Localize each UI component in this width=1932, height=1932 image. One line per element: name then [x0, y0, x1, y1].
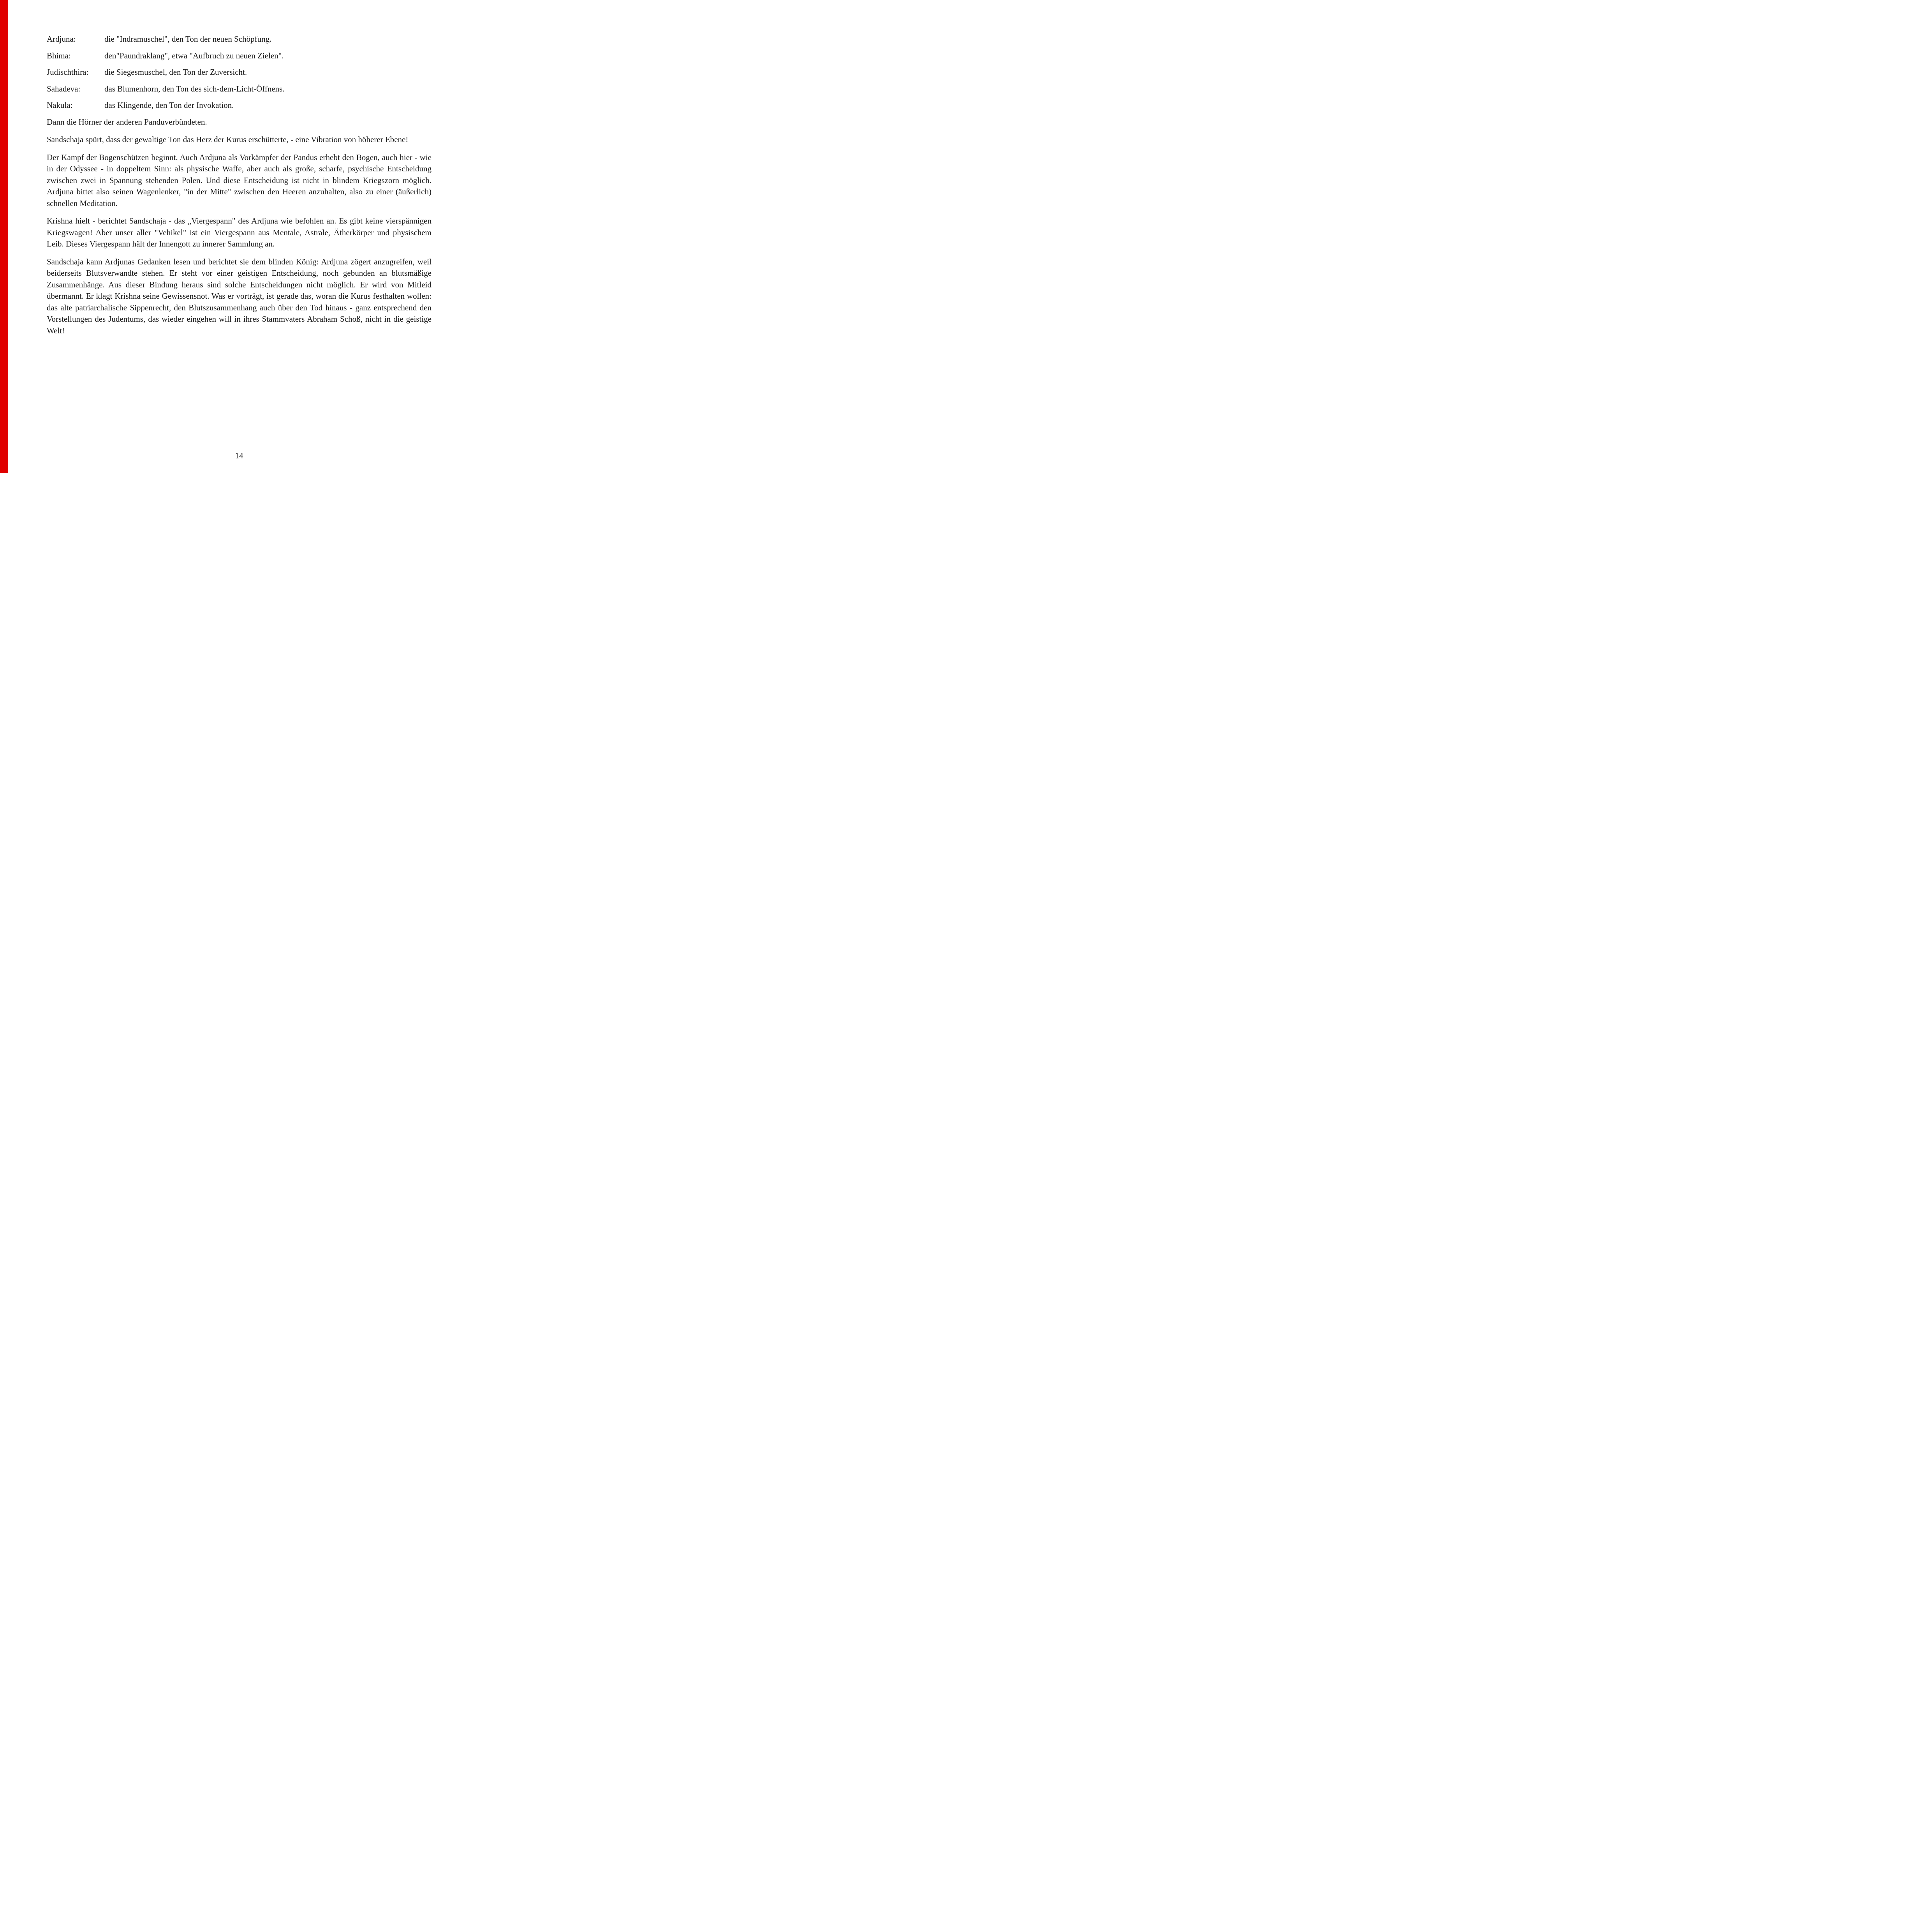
- entry-label: Judischthira:: [47, 67, 89, 77]
- entry-label: Nakula:: [47, 100, 73, 110]
- page-number: 14: [235, 451, 243, 460]
- entry-text: den"Paundraklang", etwa "Aufbruch zu neuen Zielen".: [104, 51, 284, 60]
- list-item: [47, 50, 431, 62]
- left-margin-accent-bar: [0, 0, 8, 473]
- page-content: [47, 33, 431, 343]
- entry-text: die Siegesmuschel, den Ton der Zuversicht.: [104, 67, 247, 77]
- list-item: [47, 100, 431, 111]
- entry-label: Bhima:: [47, 51, 71, 60]
- list-item: [47, 83, 431, 95]
- list-item: [47, 33, 431, 45]
- document-page: [0, 0, 483, 483]
- paragraph: Krishna hielt - berichtet Sandschaja - das „Viergespann" des Ardjuna wie befohlen an. Es gibt keine vierspännigen Kriegswagen! Aber unser aller "Vehikel" ist ein Viergespann aus Mentale, Astrale, Ätherkörper und physischem Leib. Dieses Viergespann hält der Innengott zu innerer Sammlung an.: [47, 216, 431, 248]
- entry-text: das Blumenhorn, den Ton des sich-dem-Licht-Öffnens.: [104, 84, 285, 93]
- paragraph: Sandschaja spürt, dass der gewaltige Ton das Herz der Kurus erschütterte, - eine Vibration von höherer Ebene!: [47, 135, 409, 144]
- paragraph: Dann die Hörner der anderen Panduverbündeten.: [47, 117, 207, 127]
- list-item: [47, 67, 431, 78]
- entry-label: Ardjuna:: [47, 34, 76, 44]
- entry-text: die "Indramuschel", den Ton der neuen Schöpfung.: [104, 34, 272, 44]
- entry-text: das Klingende, den Ton der Invokation.: [104, 100, 234, 110]
- paragraph: Der Kampf der Bogenschützen beginnt. Auch Ardjuna als Vorkämpfer der Pandus erhebt den Bogen, auch hier - wie in der Odyssee - in doppeltem Sinn: als physische Waffe, aber auch als große, scharfe, psychische Entscheidung zwischen zwei in Spannung stehenden Polen. Und diese Entscheidung ist nicht in blindem Kriegszorn möglich. Ardjuna bittet also seinen Wagenlenker, "in der Mitte" zwischen den Heeren anzuhalten, also zu einer (äußerlich) schnellen Meditation.: [47, 152, 431, 208]
- entry-label: Sahadeva:: [47, 84, 81, 93]
- paragraph: Sandschaja kann Ardjunas Gedanken lesen und berichtet sie dem blinden König: Ardjuna zögert anzugreifen, weil beiderseits Blutsverwandte stehen. Er steht vor einer geistigen Entscheidung, noch gebunden an blutsmäßige Zusammenhänge. Aus dieser Bindung heraus sind solche Entscheidungen nicht möglich. Er wird von Mitleid übermannt. Er klagt Krishna seine Gewissensnot. Was er vorträgt, ist gerade das, woran die Kurus festhalten wollen: das alte patriarchalische Sippenrecht, den Blutszusammenhang auch über den Tod hinaus - ganz entsprechend den Vorstellungen des Judentums, das wieder eingehen will in ihres Stammvaters Abraham Schoß, nicht in die geistige Welt!: [47, 257, 431, 335]
